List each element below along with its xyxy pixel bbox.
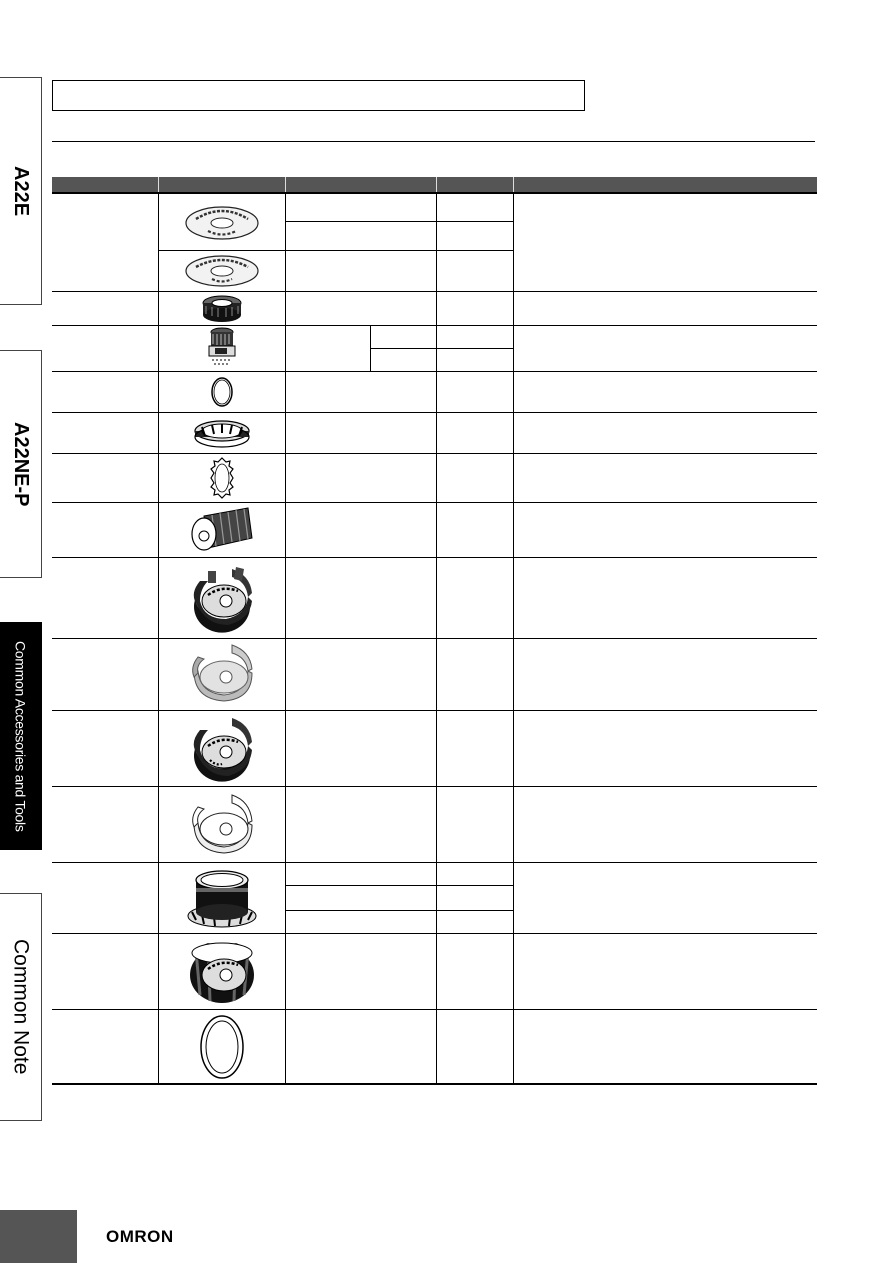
header-separator: [436, 177, 437, 193]
full-guard-off-icon: [186, 935, 258, 1007]
sub-row-line: [285, 885, 513, 886]
table-bottom-rule: [52, 1083, 817, 1085]
row-line: [52, 557, 817, 558]
section-divider: [52, 141, 815, 142]
row-line: [52, 1009, 817, 1010]
protective-cover-white-icon: [186, 791, 258, 859]
row-line: [52, 453, 817, 454]
row-line: [52, 638, 817, 639]
row-line: [52, 371, 817, 372]
sub-row-line: [285, 221, 513, 222]
accessories-table: [52, 177, 817, 1085]
toothed-washer-icon: [208, 456, 236, 500]
side-tab-a22e[interactable]: [0, 77, 42, 305]
page-number-block: [0, 1210, 77, 1263]
side-tab-a22ne-p-label: A22NE-P: [10, 421, 32, 507]
side-tab-a22e-label: A22E: [10, 165, 32, 217]
table-header: [52, 177, 817, 193]
lock-ring-icon: [200, 294, 244, 324]
header-separator: [158, 177, 159, 193]
row-line: [52, 862, 817, 863]
emergency-off-nameplate-icon: [184, 254, 260, 288]
sub-row-line: [285, 910, 513, 911]
row-line: [52, 933, 817, 934]
o-ring-icon: [210, 375, 234, 409]
row-line: [158, 250, 513, 251]
ring-nut-icon: [192, 417, 252, 449]
side-tab-a22ne-p[interactable]: [0, 350, 42, 578]
row-line: [52, 710, 817, 711]
side-tab-common-note-label: Common Note: [9, 939, 33, 1075]
side-tab-common-accessories[interactable]: [0, 622, 42, 850]
omron-logo: OMRON: [106, 1227, 174, 1246]
protective-cover-off-icon: [186, 563, 258, 635]
oval-gasket-icon: [198, 1013, 246, 1081]
guard-ring-icon: [186, 866, 258, 930]
row-line: [52, 192, 817, 194]
section-title-box: [52, 80, 585, 111]
protective-cover-stop-icon: [186, 712, 258, 784]
side-tab-common-accessories-label: Common Accessories and Tools: [12, 640, 29, 832]
header-separator: [285, 177, 286, 193]
row-line: [52, 291, 817, 292]
side-tab-common-note[interactable]: [0, 893, 42, 1121]
row-line: [52, 502, 817, 503]
header-separator: [513, 177, 514, 193]
tightening-tool-icon: [186, 504, 258, 556]
row-line: [52, 325, 817, 326]
protective-cover-plain-icon: [186, 641, 258, 707]
row-line: [52, 786, 817, 787]
sub-row-line: [370, 348, 513, 349]
emergency-stop-nameplate-icon: [184, 205, 260, 241]
row-line: [52, 412, 817, 413]
mounting-adapter-icon: [204, 326, 240, 370]
